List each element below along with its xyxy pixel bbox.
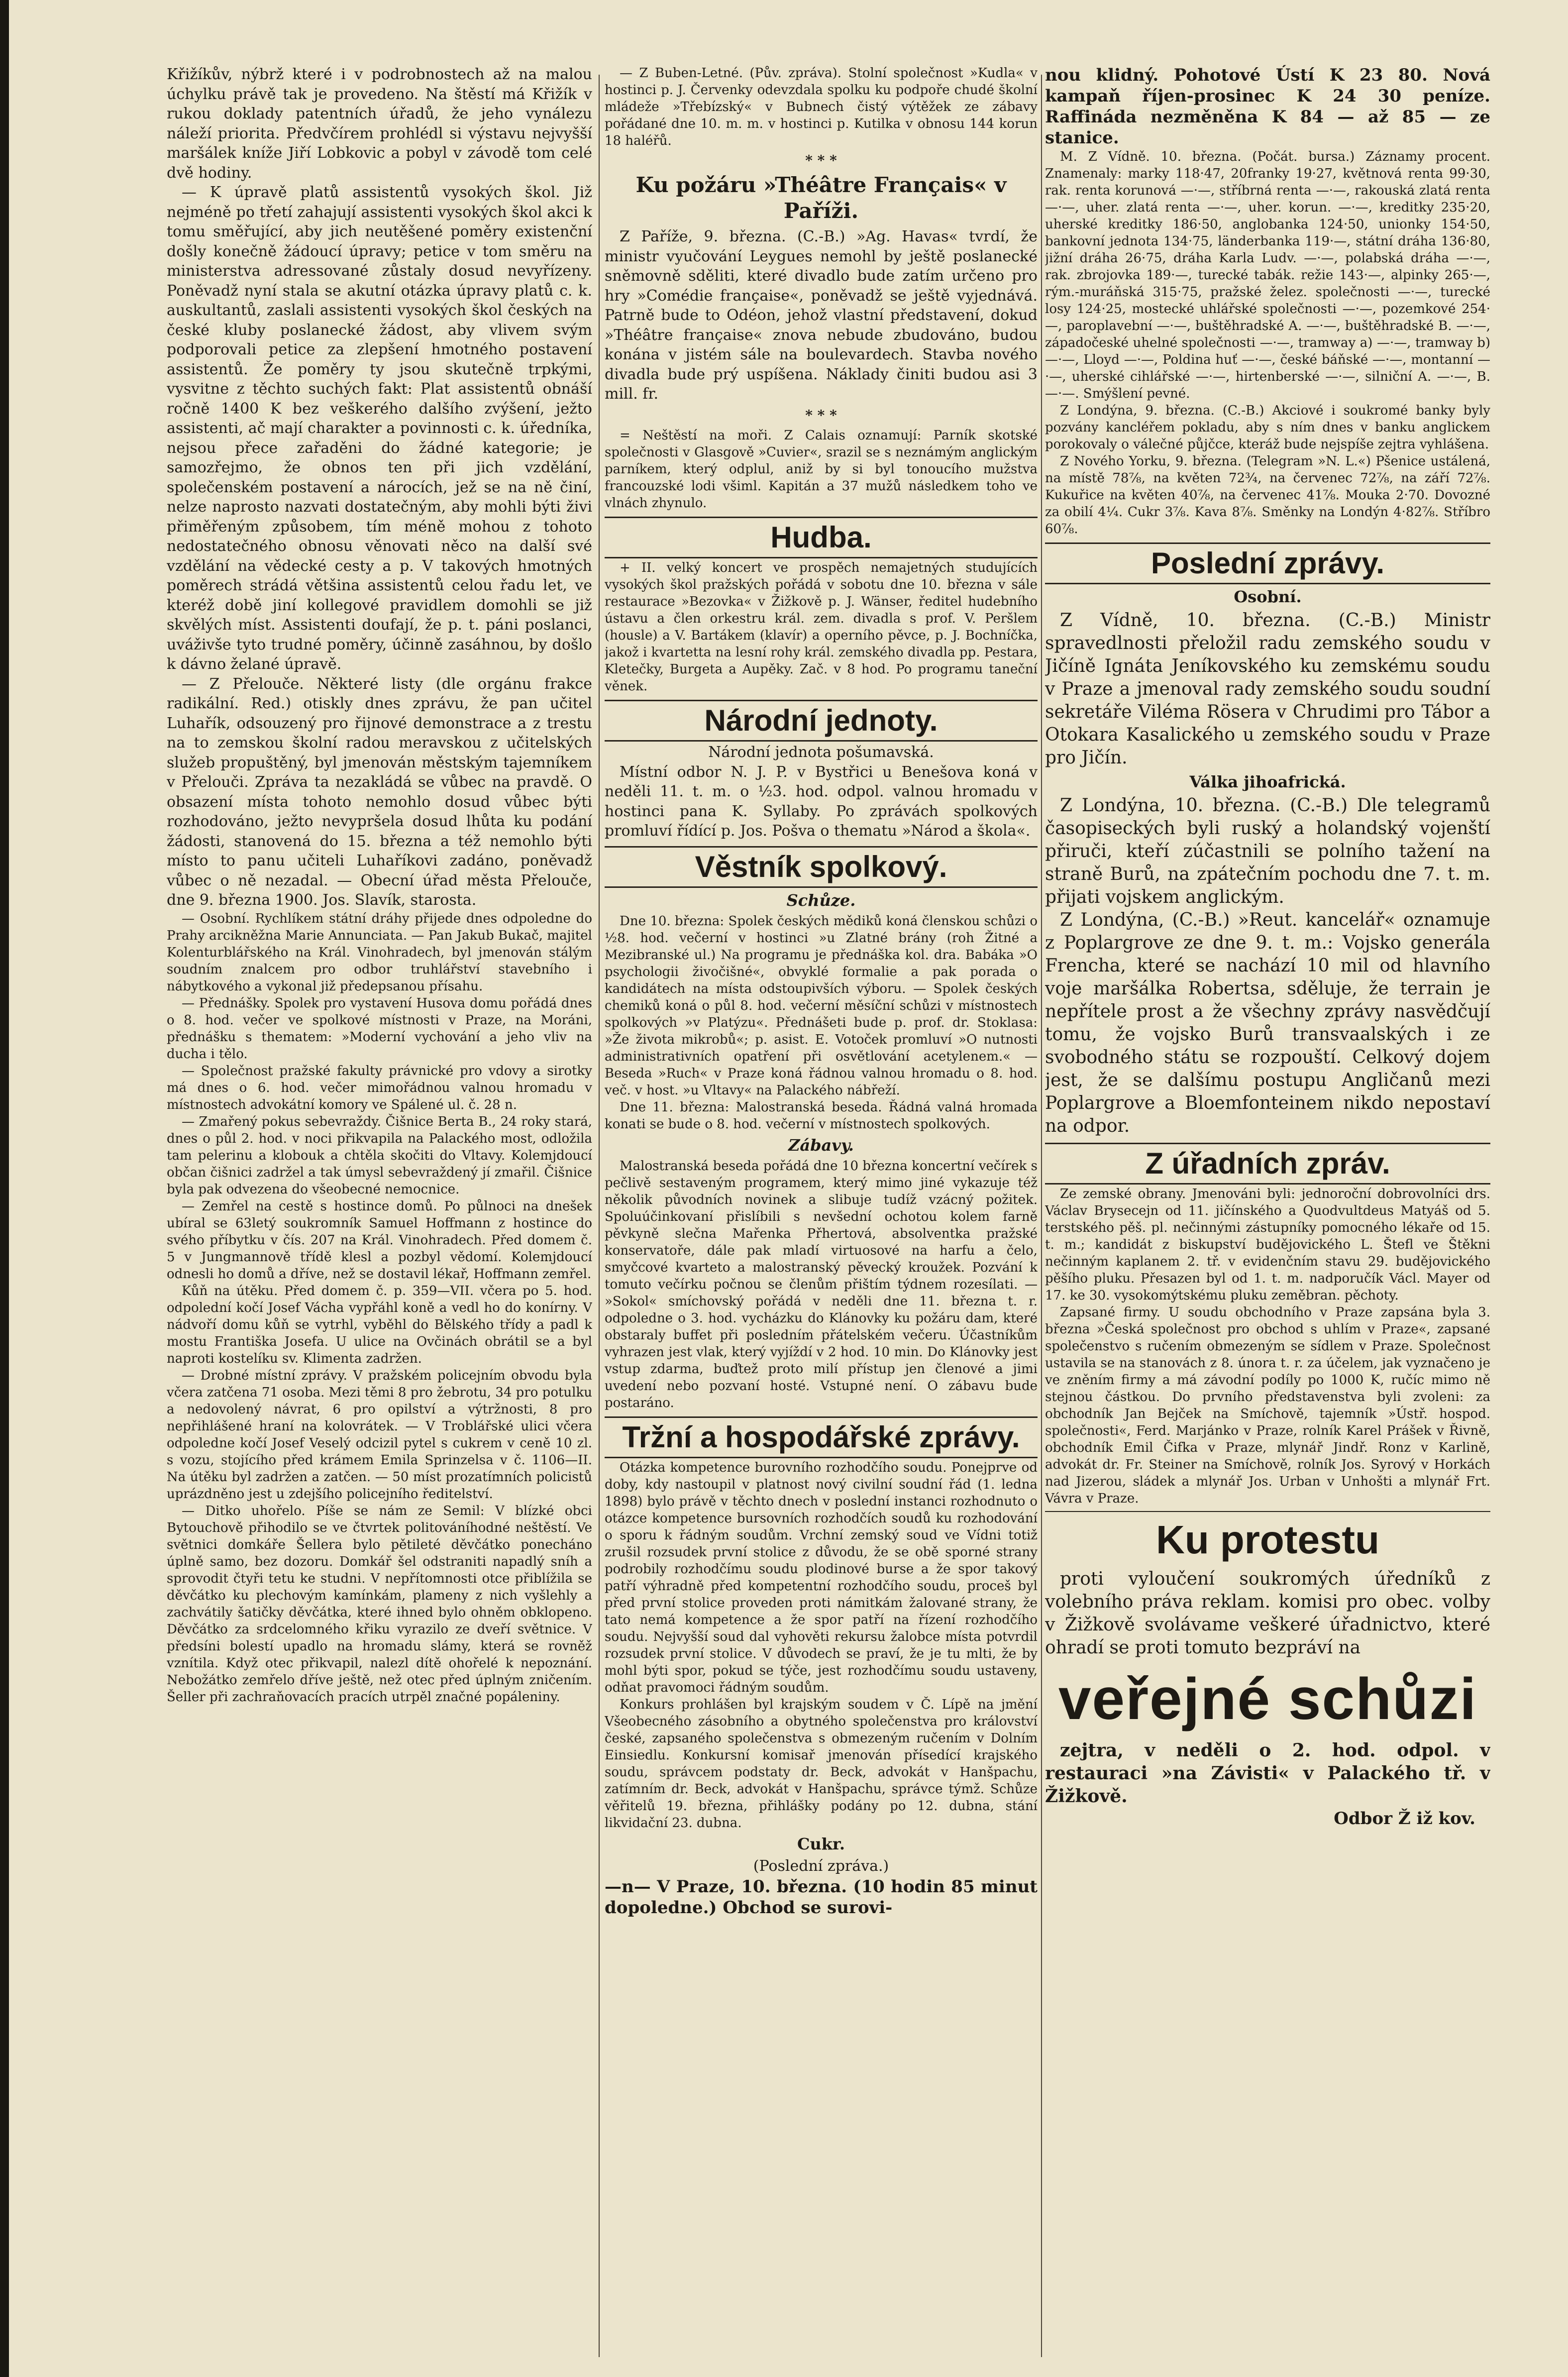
article-lectures: — Přednášky. Spolek pro vystavení Husova domu pořádá dnes o 8. hod. večer ve spolkové místnosti v Praze, na Moráni, přednášku s thematem: »Moderní vychování a jeho vliv na ducha i tělo. [167,995,592,1062]
article-war-london-2: Z Londýna, (C.-B.) »Reut. kancelář« oznamuje z Poplargrove ze dne 9. t. m.: Vojsko generála Frencha, které se nachází 10 mil od hlavního voje maršálka Robertsa, sděluje, že terrain je nepřítele prost a že všechny zprávy nasvědčují tomu, že vojsko Burů transvaalských i ze svobodného státu se rozpouští. Celkový dojem jest, že se dalšímu postupu Angličanů mezi Poplargrove a Bloemfonteinem nikdo nepostaví na odpor. [1045,910,1490,1136]
heading-national-unions: Národní jednoty. [605,700,1038,742]
article-meetings-10: Dne 10. března: Spolek českých mědiků koná členskou schůzi o ½8. hod. večerní v hostinci »u Zlatné brány (roh Žitné a Mezibranské ul.) Na programu je přednáška kol. dra. Babáka »O psychologii živočišné«, obvyklé formalie a pak porada o kandidátech na místa odstoupivších výboru. — Spolek českých chemiků koná o půl 8. hod. večerní měsíční schůzi v místnostech spolkových »v Platýzu«. Přednášeti bude p. prof. dr. Stoklasa: »Že života mikrobů«; p. asist. E. Votoček promluví »O nutnosti administrativních opatření při osvětlování acetylenem.« — Beseda »Ruch« v Praze koná řádnou valnou hromadu o 8. hod. več. v host. »u Vltavy« na Palackého nábřeží. [605,913,1038,1098]
article-registered-firms: Zapsané firmy. U soudu obchodního v Praze zapsána byla 3. března »Česká společnost pro obchod s uhlím v Praze«, zapsané společenstvo s ručením obmezeným se sídlem v Praze. Společnost ustavila se na stanovách z 8. února t. r. za účelem, jak vyznačeno je ve zněním firmy a má závodní podíly po 1000 K, ručíc mimo ně stejnou částkou. Do prvního představenstva byli zvoleni: za obchodník Jan Bejček na Smíchově, tajemník »Ústř. hospod. společnosti«, Ferd. Marjánko v Praze, rolník Karel Prášek v Řivně, obchodník Emil Čifka v Praze, mlynář Jindř. Ronz v Karlině, advokát dr. Fr. Steiner na Smíchově, rolník Jos. Syrový v Horkách nad Jizerou, sládek a mlynář Jos. Urban v Unhošti a mlynář Frt. Vávra v Praze. [1045,1305,1490,1506]
article-sugar-continued: nou klidný. Pohotové Ústí K 23 80. Nová kampaň říjen-prosinec K 24 30 peníze. Raffináda nezměněna K 84 — až 85 — ze stanice. [1045,65,1490,148]
article-arbitration: Otázka kompetence burovního rozhodčího soudu. Ponejprve od doby, kdy nastoupil v platnost nový civilní soudní řád (1. ledna 1898) bylo právě v těchto dnech v poslední instanci rozhodnuto o otázce kompetence bursovních rozhodčích soudů ku rozhodování o sporu k řádným soudům. Vrchní zemský soud ve Vídni totiž zrušil rozsudek první stolice z důvodu, že se obě sporné strany podrobily rozhodčímu soudu plodinové burse a že spor takový patří výhradně před kompetentní rozhodčího soudu, proceš byl před první stolice proveden proti námitkám žalované strany, že tato nemá kompetence a že spor patří na řízení rozhodčího soudu. Nejvyšší soud dal vyhověti rekursu žalobce místa potvrdil rozsudek první stolice. V důvodech se praví, že je tu mlti, že by mohl býti spor, pokud se týče, jest rozhodčímu soudu ustaveny, odňat pravomoci řádným soudům. [605,1460,1038,1695]
article-local-news: — Drobné místní zprávy. V pražském policejním obvodu byla včera zatčena 71 osoba. Mezi těmi 8 pro žebrotu, 34 pro potulku a nedovolený návrat, 6 pro opilství a výtržnosti, 8 pro nepřihlášené hraní na kolovrátek. — V Troblářské ulici včera odpoledne kočí Josef Veselý odcizil pytel s cukrem v ceně 10 zl. s vozu, stojícího před krámem Emila Sprinzelsa v č. 1106—II. Na útěku byl zadržen a zatčen. — 50 míst prozatímních policistů uprázdněno jest u zdejšího policejního ředitelství. [167,1368,592,1502]
article-prelouc: — Z Přelouče. Některé listy (dle orgánu frakce radikální. Red.) otiskly dnes zprávu, že pan učitel Luhařík, odsouzený pro řijnové demonstrace a z trestu na to zemskou školní radou meravskou z učitelských služeb propuštěný, byl jmenován městským tajemníkem v Přelouči. Zpráva ta nezakládá se vůbec na pravdě. O obsazení místa tohoto nemohlo dosud vůbec býti rozhodováno, ježto nevypršela dosud lhůta ku podání žádosti, stanovená do 15. března a též nemohlo býti místo to panu učiteli Luhaříkovi zadáno, poněvadž vůbec o ně nezadal. — Obecní úřad města Přelouče, dne 9. března 1900. Jos. Slavík, starosta. [167,675,592,909]
ad-protest-text: proti vyloučení soukromých úředníků z volebního práva reklam. komisi pro obec. volby v Žižkově svolávame veškeré úřadnictvo, které ohradí se proti tomuto bezpráví na [1045,1569,1490,1658]
article-concert: + II. velký koncert ve prospěch nemajetných studujících vysokých škol pražských pořádá v sobotu dne 10. března v sále restaurace »Bezovka« v Žižkově p. J. Wänser, ředitel hudebního ústavu a člen orkestru král. zem. divadla s prof. V. Peršlem (housle) a V. Bartákem (klavír) a operního pěvce, p. J. Bochníčka, jakož i kvartetta na lesní rohy král. zemského divadla pp. Pestara, Kletečky, Burgeta a Aupěky. Zač. v 8 hod. Po programu taneční věnek. [605,560,1038,694]
separator-stars: * * * [805,152,837,169]
article-land-defense: Ze zemské obrany. Jmenováni byli: jednoroční dobrovolníci drs. Václav Brysecejn od 11. jičínského a Quodvultdeus Matyáš od 5. terstského pěš. pl. nečinnými zástupníky pomocného lékaře od 15. t. m.; kandidát z biskupství budějovického L. Štefl ve Štěkni nečinným kaplanem 2. tř. v evidenčním stavu 29. budějovického pěšího pluku. Přesazen byl od 1. t. m. nadporučík Václ. Mayer od 17. ke 30. vysokomýtskému pluku zeměbran. pěchoty. [1045,1187,1490,1303]
heading-official-news: Z úřadních zpráv. [1045,1143,1490,1185]
article-suicide-attempt: — Zmařený pokus sebevraždy. Čišnice Berta B., 24 roky stará, dnes o půl 2. hod. v noci přikvapila na Palackého most, odložila tam pelerinu a klobouk a chtěla skočiti do Vltavy. Kolemjdoucí občan čišnici zadržel a tak úmysl sebevraždený jí zmařil. Čišnice byla pak odvezena do všeobecné nemocnice. [167,1114,592,1197]
heading-music: Hudba. [605,517,1038,558]
article-new-york: Z Nového Yorku, 9. března. (Telegram »N. L.«) Pšenice ustálená, na místě 78⅞, na květen 72¾, na červenec 72⅞, na září 72⅞. Kukuřice na květen 40⅞, na červenec 41⅞. Mouka 2·70. Dovozné za obilí 4¼. Cukr 3⅞. Kava 8⅞. Směnky na Londýn 4·82⅞. Stříbro 60⅞. [1045,454,1490,537]
separator-stars: * * * [805,407,837,424]
heading-theatre-fire: Ku požáru »Théâtre Français« v Paříži. [635,173,1007,223]
article-child-burned: — Ditko uhořelo. Píše se nám ze Semil: V blízké obci Bytouchově přihodilo se ve čtvrtek politováníhodné neštěstí. Ve světnici domkáře Šellera bylo pětileté děvčátko ponecháno úplně samo, bez dozoru. Domkář šel odstraniti napadlý sníh a sprovodit čtyři tetu ke studni. V nepřítomnosti otce přiblížila se děvčátko ku plechovým kamínkám, plameny z nich vyšlehly a zachvátily šatičky děvčátka, které ihned bylo ohněm obklopeno. Děvčátko za srdcelomného křiku vyrazilo ze dveří světnice. V předsíni bolestí upadlo na hromadu slámy, která se rovněž vznítila. Když otec přikvapil, nalezl dítě ohořelé k nepoznání. Nebožátko zemřelo dříve ještě, než otec před úplným zničením. Šeller při zachraňovacích pracích utrpěl značné popáleniny. [167,1503,592,1705]
column-3 [1045,65,1490,2357]
article-law-society: — Společnost pražské fakulty právnické pro vdovy a sirotky má dnes o 6. hod. večer mimořádnou valnou hromadu v místnostech advokátní komory ve Spálené ul. č. 28 n. [167,1063,592,1112]
subheading-sugar: (Poslední zpráva.) [753,1857,889,1875]
article-runaway-horse: Kůň na útěku. Před domem č. p. 359—VII. včera po 5. hod. odpolední kočí Josef Vácha vypřáhl koně a vedl ho do konírny. V nádvoří domu kůň se vytrhl, vyběhl do Bělského třídy a padl k mostu Františka Josefa. U ulice na Ovčinách obrátil se a byl naproti kostelíku sv. Klimenta zadržen. [167,1283,592,1366]
subheading-boer-war: Válka jihoafrická. [1189,772,1346,791]
article-personal: — Osobní. Rychlíkem státní dráhy přijede dnes odpoledne do Prahy arcikněžna Marie Annunciata. — Pan Jakub Bukač, majitel Kolenturblářského na Král. Vinohradech, byl jmenován stálým soudním znalcem pro odbor truhlářství stavebního i nábytkového a vykonal již předepsanou přísahu. [167,911,592,994]
heading-association-bulletin: Věstník spolkový. [605,846,1038,888]
article-union-meeting: Místní odbor N. J. P. v Bystřici u Benešova koná v neděli 11. t. m. o ½3. hod. odpol. valnou hromadu v hostinci pana K. Syllaby. Po zprávách spolkových promluví řídící p. Jos. Pošva o thematu »Národ a škola«. [605,763,1038,840]
article-meetings-11: Dne 11. března: Malostranská beseda. Řádná valná hromada konati se bude o 8. hod. večerní v místnostech spolkových. [605,1099,1038,1132]
heading-sugar: Cukr. [797,1834,845,1853]
ad-meeting-time: zejtra, v neděli o 2. hod. odpol. v restauraci »na Závisti« v Palackého tř. v Žižkově. [1045,1740,1490,1807]
article-sugar-prague: —n— V Praze, 10. března. (10 hodin 85 minut dopoledne.) Obchod se surovi- [605,1876,1038,1918]
ad-protest-title: Ku protestu [1156,1517,1379,1562]
article-died-on-way: — Zemřel na cestě s hostince domů. Po půlnoci na dnešek ubíral se 63letý soukromník Samuel Hoffmann z hostince do svého příbytku v čís. 207 na Král. Vinohradech. Před domem č. 5 v Jungmannově třídě klesl a pozbyl vědomí. Kolemjdoucí odnesli ho domů a dříve, než se dostavil lékař, Hoffmann zemřel. [167,1198,592,1282]
scan-edge [0,0,9,2377]
divider [1045,1511,1490,1512]
heading-latest-news: Poslední zprávy. [1045,542,1490,584]
subheading-personal: Osobní. [1234,587,1302,606]
column-2 [605,65,1038,2357]
column-1 [167,65,592,2357]
article-krizik: Křižíkův, nýbrž které i v podrobnostech až na malou úchylku právě tak je provedeno. Na štěstí má Křižík v rukou doklady patentních úřadů, že jeho vynálezu náleží priorita. Předvčírem prohlédl si výstavu nejvyšší maršálek kníže Jiří Lobkovic a pobyl v závodě tom celé dvě hodiny. [167,66,592,182]
subheading-meetings: Schůze. [786,890,856,910]
subheading-entertainment: Zábavy. [788,1135,854,1155]
column-divider-1 [599,75,600,2357]
subheading-sumava-union: Národní jednota pošumavská. [708,743,934,761]
article-entertainment: Malostranská beseda pořádá dne 10 března koncertní večírek s pečlivě sestaveným programem, který mimo jiné vykazuje též několik původních novinek a slibuje tudíž vzácný požitek. Spoluúčinkovaní přislíbili s nevšední ochotou kolem farně pěvkyně slečna Mařenka Přhertová, absolventka pražské konservatoře, dále pak mladí virtuosové na harfu a čelo, smyčcové kvarteto a malostranský pěvecký kroužek. Pozvání k tomuto večírku počnou se členům přištím týdnem rozesílati. — »Sokol« smíchovský pořádá v neděli dne 11. března t. r. odpoledne o 3. hod. vycházku do Klánovky ku požáru dam, které obstaraly buffet při posledním přátelském večeru. Účastníkům vyhrazen jest vlak, který vyjíždí v 2 hod. 10 min. Do Klánovky jest vstup zdarma, buďtež proto milí přístup jen členové a jimi uvedení nebo pozvaní hosté. Vstupné není. O zábavu bude postaráno. [605,1158,1038,1410]
article-war-london-1: Z Londýna, 10. března. (C.-B.) Dle telegramů časopiseckých byli ruský a holandský vojenští přiruči, kteří zúčastnili se polního tažení na straně Burů, na zpátečním pochodu dne 7. t. m. přijati vojskem anglickým. [1045,795,1490,907]
article-london-loan: Z Londýna, 9. března. (C.-B.) Akciové i soukromé banky byly pozvány kancléřem pokladu, aby s ním dnes v banku anglickem porokovaly o válečné půjčce, kteráž bude nejspíše zejtra vyhlášena. [1045,403,1490,452]
article-judges: Z Vídně, 10. března. (C.-B.) Ministr spravedlnosti přeložil radu zemského soudu v Jičíně Ignáta Jeníkovského ku zemskému soudu v Praze a jmenoval rady zemského soudu soudní sekretáře Viléma Rösera v Chrudimi pro Tábor a Otokara Kasalického u zemského soudu v Praze pro Jičín. [1045,610,1490,768]
article-assistants: — K úpravě platů assistentů vysokých škol. Již nejméně po třetí zahajují assistenti vysokých škol akci k tomu směřující, aby jich neutěšené poměry existenční došly konečně žádoucí úpravy; petice v tom směru na ministerstva adressované zůstaly dosud nevyřízeny. Poněvadž nyní stala se akutní otázka úpravy platů c. k. auskultantů, zaslali assistenti vysokých škol českých na české kluby poslanecké žádost, aby vlivem svým podporovali petice za zlepšení hmotného postavení assistentů. Že poměry ty jsou skutečně trpkými, vysvitne z těchto suchých fakt: Plat assistentů obnáší ročně 1400 K bez veškerého dalšího zvýšení, ježto assistenti, ač mají charakter a povinnosti c. k. úředníka, nejsou přece zařaděni do žádné kategorie; je samozřejmo, že obnos ten při jich vzdělání, společenském postavení a nárocích, jež se na ně činí, nelze naprosto nazvati dostatečným, aby mohli býti živi přiměřeným způsobem, tím méně mohou z tohoto nedostatečného obnosu věnovati něco na další své vzdělání na vědecké cesty a p. V takových hmotných poměrech strádá většina assistentů celou řadu let, ve kteréž době jiní kollegové pravidlem domohli se již skvělých míst. Assistenti doufají, že p. t. páni poslanci, uváživše tyto trudné poměry, účinně zasáhnou, by došlo k dávno želané úpravě. [167,184,592,673]
heading-market-news: Tržní a hospodářské zprávy. [605,1416,1038,1458]
ad-signature: Odbor Ž iž kov. [1334,1809,1475,1829]
article-theatre-fire: Z Paříže, 9. března. (C.-B.) »Ag. Havas« tvrdí, že ministr vyučování Leygues nemohl by ještě poslanecké sněmovně sděliti, které divadlo bude zatím určeno pro hry »Comédie française«, poněvadž se ještě vyjednává. Patrně bude to Odéon, jehož vlastní představení, dokud »Théâtre française« znova nebude zbudováno, budou konána v jistém sále na boulevardech. Stavba nového divadla bude prý uspíšena. Náklady činiti budou asi 3 mill. fr. [605,228,1038,403]
article-buben-letna: — Z Buben-Letné. (Pův. zpráva). Stolní společnost »Kudla« v hostinci p. J. Červenky odevzdala spolku ku podpoře chudé školní mládeže »Třebízský« v Bubnech čistý výtěžek ze zábavy pořádané dne 10. m. m. v hostinci p. Kutilka v obnosu 144 korun 18 haléřů. [605,66,1038,148]
ad-public-meeting: veřejné schůzi [1058,1666,1477,1732]
column-divider-2 [1041,75,1042,2357]
article-vienna-bourse: M. Z Vídně. 10. března. (Počát. bursa.) Záznamy procent. Znamenaly: marky 118·47, 20franky 19·27, květnová renta 99·30, rak. renta korunová —·—, stříbrná renta —·—, rakouská zlatá renta —·—, uher. zlatá renta —·—, uher. korun. —·—, kreditky 235·20, uherské kreditky 186·50, anglobanka 124·50, unionky 154·50, bankovní jednota 134·75, länderbanka 119·—, státní dráha 136·80, jižní dráha 26·75, dráha Karla Ludv. —·—, polabská dráha —·—, rak. zbrojovka 189·—, turecké tabák. režie 143·—, alpinky 265·—, rým.-muráňská 315·75, pražské želez. společnosti —·—, turecké losy 124·25, mostecké uhlářské společnosti —·—, pozemkové 254·—, paroplavební —·—, buštěhradské A. —·—, buštěhradské B. —·—, západočeské uhelné společnosti —·—, tramway a) —·—, tramway b) —·—, Lloyd —·—, Poldina huť —·—, české báňské —·—, montanní —·—, uherské cihlářské —·—, hirtenberské —·—, silniční A. —·—, B. —·—. Smýšlení pevné. [1045,149,1490,401]
article-bankruptcy: Konkurs prohlášen byl krajským soudem v Č. Lípě na jmění Všeobecného zásobního a obytného společenstva pro království české, zapsaného společenstva s obmezeným ručením v Dolním Einsiedlu. Konkursní komisař jmenován přísedící krajského soudu, správcem podstaty dr. Beck, advokát v Hanšpachu, zatímním dr. Beck, advokát v Hanšpachu, správce týmž. Schůze věřitelů 19. března, přihlášky podány po 12. dubna, stání likvidační 23. dubna. [605,1697,1038,1831]
article-sea-accident: = Neštěstí na moři. Z Calais oznamují: Parník skotské společnosti v Glasgově »Cuvier«, srazil se s neznámým anglickým parníkem, který odplul, aniž by si byl tonoucího mužstva francouzské lodi všiml. Kapitán a 37 mužů následkem toho ve vlnách zhynulo. [605,428,1038,511]
